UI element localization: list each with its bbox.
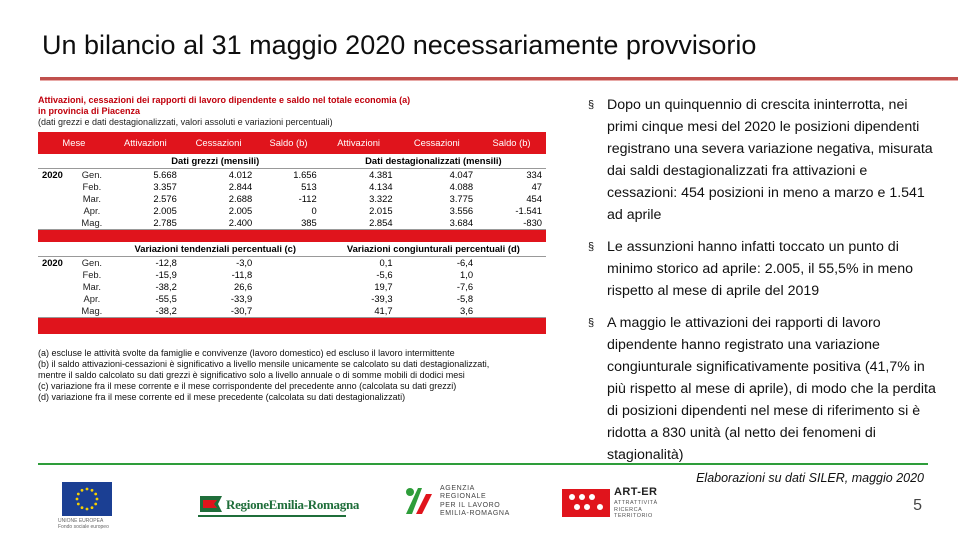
agency-line-3: PER IL LAVORO — [440, 501, 501, 509]
eu-star — [81, 489, 84, 492]
regione-logo-underline — [198, 515, 346, 517]
bullet-list — [588, 94, 938, 476]
row-year — [38, 181, 74, 193]
header-attivazioni-dest: Attivazioni — [321, 132, 397, 154]
table-caption-province: in provincia di Piacenza — [38, 106, 141, 116]
separator-band-bottom — [38, 318, 546, 335]
cell-c1: 3.357 — [153, 181, 177, 192]
regione-logo-text: RegioneEmilia-Romagna — [226, 497, 360, 512]
cell-c6: -830 — [477, 217, 546, 230]
cell-c2: -30,7 — [181, 305, 256, 318]
row-year — [38, 293, 74, 305]
table-row — [38, 257, 546, 270]
cell-c2: 2.688 — [228, 193, 253, 204]
cell-c6: 47 — [531, 181, 542, 192]
cell-c3: 385 — [256, 217, 321, 230]
cell-c4: 41,7 — [321, 305, 397, 318]
bullet-marker: § — [588, 241, 595, 253]
table-header-row — [38, 132, 546, 154]
row-year — [38, 269, 74, 281]
cell-empty — [256, 269, 321, 281]
cell-c5: 3.684 — [397, 217, 478, 230]
cell-empty — [477, 257, 546, 270]
row-year: 2020 — [42, 257, 63, 268]
row-month: Gen. — [81, 169, 103, 180]
cell-c1: -38,2 — [110, 305, 181, 318]
row-month: Apr. — [83, 293, 101, 304]
row-year — [38, 205, 74, 217]
cell-c3: -112 — [298, 193, 317, 204]
cell-c4: 0,1 — [379, 257, 393, 268]
cell-c4: 2.015 — [369, 205, 393, 216]
eu-star — [96, 498, 99, 501]
bullet-text: Dopo un quinquennio di crescita ininterrotta, nei primi cinque mesi del 2020 le posizioni dipendenti registrano una severa variazione negativa, misurata dai saldi destagionalizzati fra attivazioni e cessazioni: 454 posizioni in meno a marzo e 1.541 ad aprile — [607, 97, 933, 223]
employment-table — [38, 132, 546, 334]
cell-c1: -12,8 — [155, 257, 177, 268]
table-row — [38, 205, 546, 217]
bullet-marker: § — [588, 99, 595, 111]
separator-band — [38, 230, 546, 243]
cell-c6: 334 — [526, 169, 542, 180]
regione-flag-icon — [198, 492, 224, 514]
row-month: Feb. — [82, 181, 102, 192]
agency-line-1: AGENZIA — [440, 485, 475, 492]
header-cessazioni: Cessazioni — [181, 132, 256, 154]
cell-c5: -5,8 — [456, 293, 474, 304]
eu-star — [91, 489, 94, 492]
cell-c4: -5,6 — [376, 269, 393, 280]
row-year — [38, 281, 74, 293]
eu-star — [77, 503, 80, 506]
eu-caption — [58, 518, 109, 530]
cell-empty — [256, 281, 321, 293]
slide-title: Un bilancio al 31 maggio 2020 necessariamente provvisorio — [42, 30, 757, 60]
cell-c1: -38,2 — [155, 281, 177, 292]
eu-star — [91, 506, 94, 509]
eu-star — [94, 493, 97, 496]
eu-star — [86, 488, 89, 491]
cell-c5: 4.047 — [449, 169, 474, 180]
note-b-cont: mentre il saldo calcolato su dati grezzi è significativo solo a livello annuale o di somme mobili di dodici mesi — [38, 370, 465, 380]
row-year — [38, 305, 74, 318]
table-caption: Attivazioni, cessazioni dei rapporti di lavoro dipendente e saldo nel totale economia (a) — [38, 95, 411, 105]
cell-c5: 3.775 — [449, 193, 474, 204]
header-cessazioni-dest: Cessazioni — [397, 132, 478, 154]
agency-line-2: REGIONALE — [440, 493, 487, 501]
art-er-sub-2: RICERCA — [614, 506, 643, 513]
cell-c4: 19,7 — [374, 281, 393, 292]
cell-empty — [477, 293, 546, 305]
cell-c1: -15,9 — [155, 269, 177, 280]
agenzia-lavoro-logo-text — [440, 485, 510, 519]
section-header-row — [38, 154, 546, 169]
bullet-item — [588, 312, 938, 466]
row-month: Apr. — [83, 205, 101, 216]
cell-c4: 4.381 — [369, 169, 393, 180]
cell-c5: 4.088 — [449, 181, 474, 192]
table-row — [38, 281, 546, 293]
note-d: (d) variazione fra il mese corrente ed il mese precedente (calcolata su dati destagionalizzati) — [38, 392, 406, 402]
cell-c5: 3.556 — [449, 205, 474, 216]
cell-c6: 454 — [526, 193, 542, 204]
bullet-item — [588, 236, 938, 302]
cell-empty — [256, 257, 321, 270]
table-row — [38, 193, 546, 205]
art-er-logo-text: ART-ER — [614, 486, 658, 498]
art-er-sub-3: TERRITORIO — [614, 513, 653, 519]
section-dati-destagionalizzati: Dati destagionalizzati (mensili) — [321, 154, 546, 169]
header-attivazioni: Attivazioni — [110, 132, 181, 154]
cell-c2: -3,0 — [236, 257, 253, 268]
agency-line-4: EMILIA-ROMAGNA — [440, 510, 510, 518]
cell-c6: -1.541 — [515, 205, 542, 216]
cell-c1: 2.785 — [110, 217, 181, 230]
cell-c5: -7,6 — [456, 281, 474, 292]
note-a: (a) escluse le attività svolte da famiglie e convivenze (lavoro domestico) ed escluso il lavoro intermittente — [38, 348, 455, 358]
cell-c5: 1,0 — [460, 269, 474, 280]
header-mese: Mese — [38, 132, 110, 154]
cell-c3: 513 — [301, 181, 317, 192]
cell-c2: 26,6 — [233, 281, 253, 292]
row-year — [38, 217, 74, 230]
source-note: Elaborazioni su dati SILER, maggio 2020 — [696, 471, 924, 485]
bullet-text: Le assunzioni hanno infatti toccato un punto di minimo storico ad aprile: 2.005, il 55,5% in meno rispetto al mese di aprile del 2019 — [607, 239, 913, 299]
eu-star — [81, 506, 84, 509]
eu-caption-line-1: UNIONE EUROPEA — [58, 518, 104, 524]
row-month: Mar. — [82, 281, 101, 292]
art-er-sub-1: ATTRATTIVITÀ — [614, 500, 658, 506]
cell-c4: 2.854 — [321, 217, 397, 230]
art-er-logo-icon — [562, 485, 610, 521]
section-header-row-2 — [38, 242, 546, 257]
row-month: Feb. — [82, 269, 102, 280]
cell-empty — [256, 305, 321, 318]
bullet-text: A maggio le attivazioni dei rapporti di lavoro dipendente hanno registrato una variazione congiunturale significativamente positiva (41,7% in più rispetto al mese di aprile), di modo che la perdita di posizioni dipendenti nel mese di riferimento si è ridotta a 830 unità (al netto dei fenomeni di stagionalità) — [607, 315, 936, 463]
cell-c4: -39,3 — [371, 293, 393, 304]
page-number: 5 — [913, 497, 922, 514]
table-row — [38, 269, 546, 281]
cell-c2: -33,9 — [230, 293, 253, 304]
row-year — [38, 193, 74, 205]
cell-c2: 2.844 — [228, 181, 253, 192]
cell-c1: 5.668 — [153, 169, 177, 180]
art-er-subtitle — [614, 500, 658, 520]
eu-star — [76, 498, 79, 501]
cell-c4: 4.134 — [369, 181, 393, 192]
eu-star — [77, 493, 80, 496]
title-divider-shadow — [40, 80, 958, 81]
header-saldo-dest: Saldo (b) — [477, 132, 546, 154]
cell-c2: -11,8 — [231, 269, 253, 280]
section-variazioni-tendenziali: Variazioni tendenziali percentuali (c) — [110, 242, 321, 257]
cell-empty — [477, 305, 546, 318]
cell-empty — [477, 269, 546, 281]
bullet-marker: § — [588, 317, 595, 329]
bullet-item — [588, 94, 938, 226]
header-saldo: Saldo (b) — [256, 132, 321, 154]
row-month: Mar. — [82, 193, 101, 204]
cell-c3: 1.656 — [293, 169, 317, 180]
table-row — [38, 305, 546, 318]
footer-divider — [38, 463, 928, 465]
table-row — [38, 217, 546, 230]
agenzia-lavoro-logo-icon — [402, 484, 436, 520]
note-c: (c) variazione fra il mese corrente e il mese corrispondente del precedente anno (calcolata su dati grezzi) — [38, 381, 457, 391]
eu-star — [86, 508, 89, 511]
section-variazioni-congiunturali: Variazioni congiunturali percentuali (d) — [321, 242, 546, 257]
table-row — [38, 293, 546, 305]
cell-empty — [256, 293, 321, 305]
cell-c2: 2.005 — [228, 205, 253, 216]
eu-flag-logo — [62, 482, 112, 516]
eu-stars-icon — [62, 482, 112, 516]
cell-c1: 2.005 — [153, 205, 177, 216]
table-row — [38, 169, 546, 182]
cell-c2: 2.400 — [181, 217, 256, 230]
data-table-panel — [38, 95, 548, 403]
cell-c2: 4.012 — [228, 169, 253, 180]
cell-c4: 3.322 — [369, 193, 393, 204]
note-b: (b) il saldo attivazioni-cessazioni è significativo a livello mensile unicamente se calcolato su dati destagionalizzati, — [38, 359, 490, 369]
row-month: Mag. — [74, 217, 110, 230]
eu-star — [94, 503, 97, 506]
cell-empty — [477, 281, 546, 293]
cell-c5: 3,6 — [397, 305, 478, 318]
row-month: Mag. — [74, 305, 110, 318]
cell-c3: 0 — [311, 205, 317, 216]
table-notes — [38, 348, 548, 403]
row-year: 2020 — [42, 169, 63, 180]
table-caption-note: (dati grezzi e dati destagionalizzati, valori assoluti e variazioni percentuali) — [38, 117, 333, 127]
eu-caption-line-2: Fondo sociale europeo — [58, 524, 109, 530]
cell-c5: -6,4 — [456, 257, 474, 268]
table-row — [38, 181, 546, 193]
section-dati-grezzi: Dati grezzi (mensili) — [110, 154, 321, 169]
cell-c1: 2.576 — [153, 193, 177, 204]
cell-c1: -55,5 — [155, 293, 177, 304]
row-month: Gen. — [81, 257, 103, 268]
